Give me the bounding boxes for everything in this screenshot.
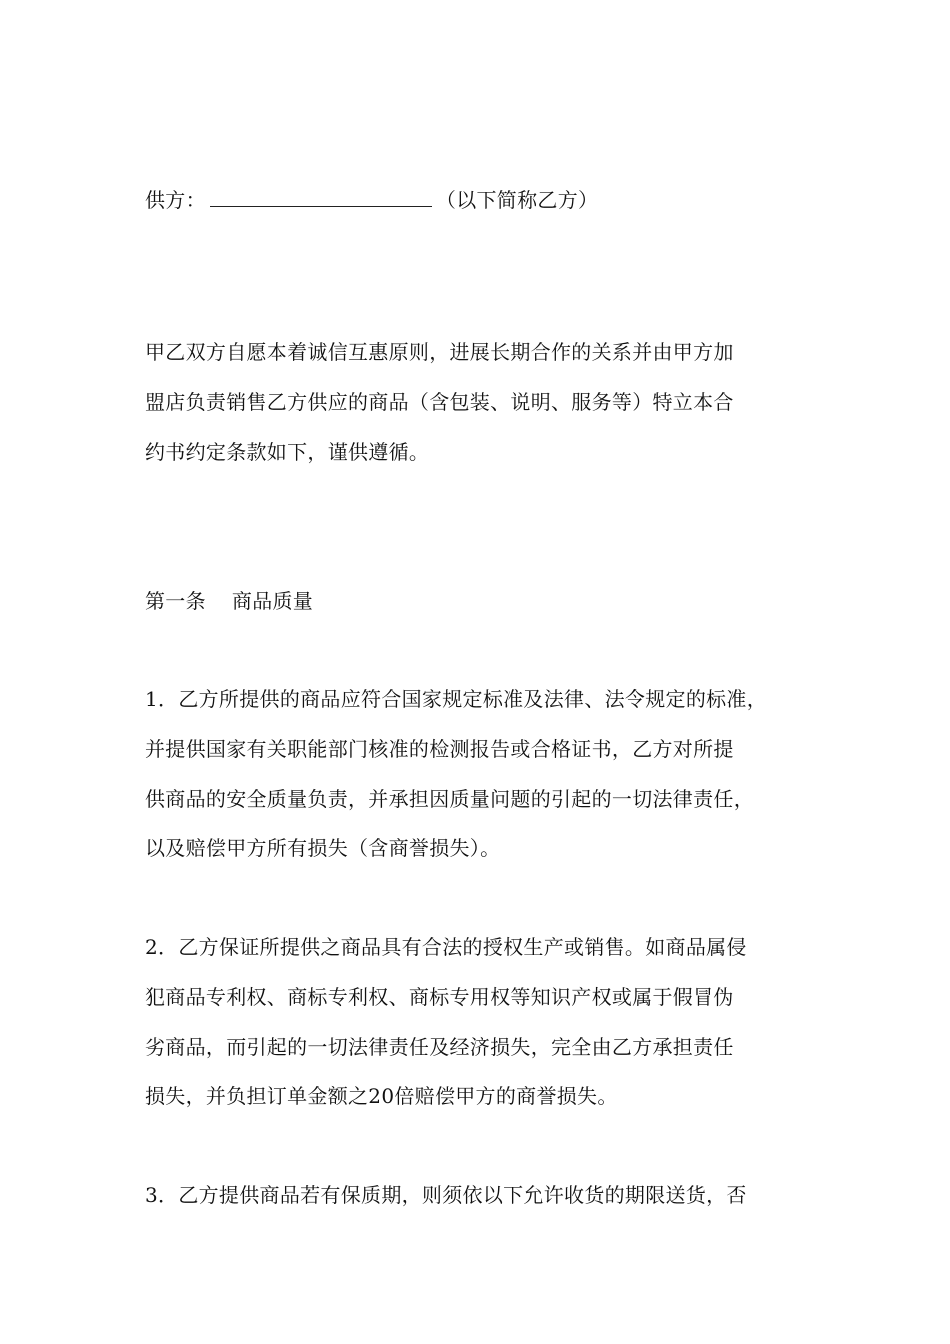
clause1-line-1: 1．乙方所提供的商品应符合国家规定标准及法律、法令规定的标准， xyxy=(145,687,768,711)
clause2-line-3: 劣商品，而引起的一切法律责任及经济损失，完全由乙方承担责任 xyxy=(145,1035,734,1059)
clause3-line-1: 3．乙方提供商品若有保质期，则须依以下允许收货的期限送货，否 xyxy=(145,1183,747,1207)
clause1-line-4: 以及赔偿甲方所有损失（含商誉损失）。 xyxy=(145,836,501,860)
article-heading xyxy=(145,589,313,613)
supplier-line xyxy=(145,188,598,212)
clause1-line-2: 并提供国家有关职能部门核准的检测报告或合格证书，乙方对所提 xyxy=(145,737,734,761)
intro-line-1: 甲乙双方自愿本着诚信互惠原则，进展长期合作的关系并由甲方加 xyxy=(145,340,734,364)
article-title: 商品质量 xyxy=(231,589,314,613)
clause1-line-3: 供商品的安全质量负责，并承担因质量问题的引起的一切法律责任， xyxy=(145,787,754,811)
clause2-line-2: 犯商品专利权、商标专利权、商标专用权等知识产权或属于假冒伪 xyxy=(145,985,734,1009)
clause2-line-1: 2．乙方保证所提供之商品具有合法的授权生产或销售。如商品属侵 xyxy=(145,935,747,959)
supplier-suffix: （以下简称乙方） xyxy=(435,188,599,212)
article-number: 第一条 xyxy=(145,589,206,613)
supplier-name-blank[interactable] xyxy=(210,188,432,207)
clause2-line-4: 损失，并负担订单金额之20倍赔偿甲方的商誉损失。 xyxy=(145,1084,618,1108)
intro-line-2: 盟店负责销售乙方供应的商品（含包装、说明、服务等）特立本合 xyxy=(145,390,734,414)
intro-line-3: 约书约定条款如下，谨供遵循。 xyxy=(145,440,430,464)
supplier-label: 供方： xyxy=(145,188,206,212)
